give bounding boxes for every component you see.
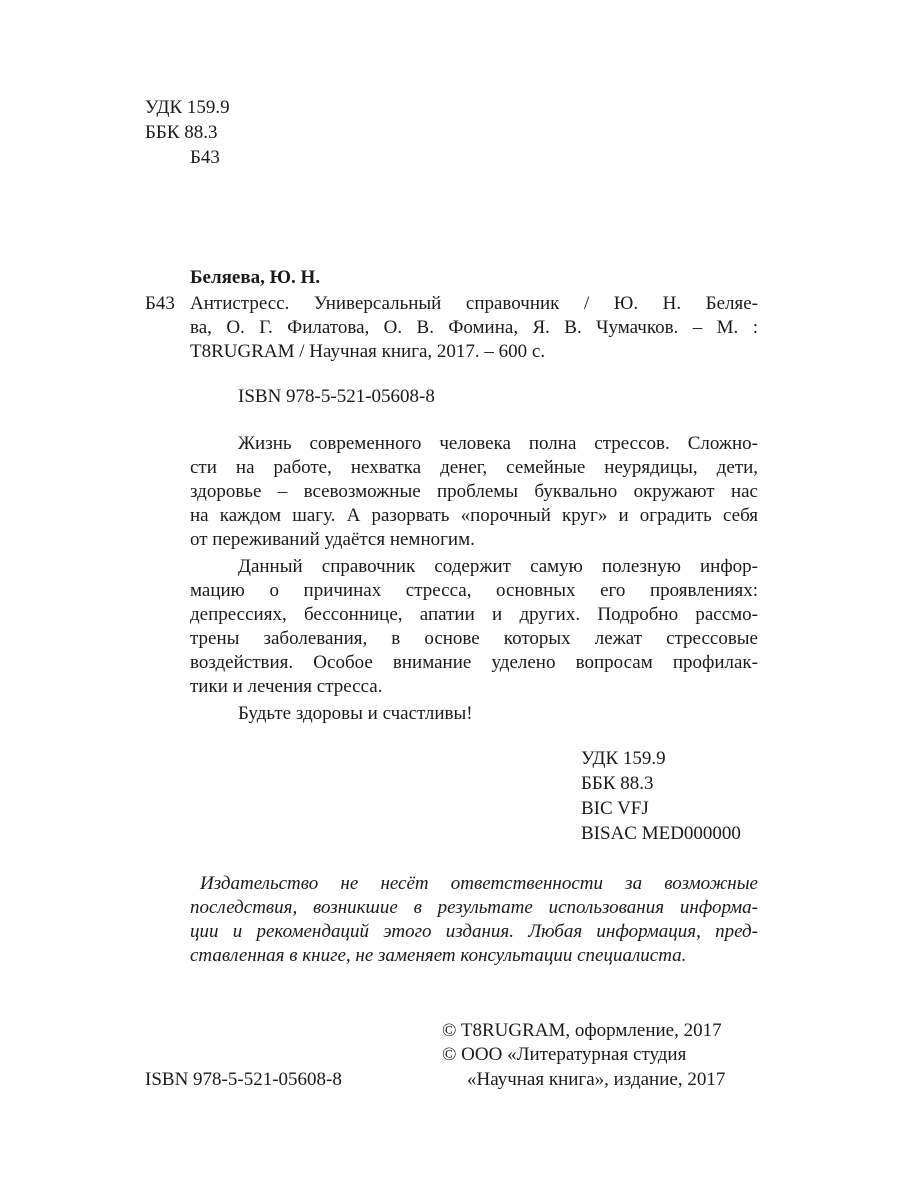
catalog-author: Беляева, Ю. Н. (190, 267, 321, 288)
annotation-line: тики и лечения стресса. (190, 676, 383, 697)
bibliographic-line: ва, О. Г. Филатова, О. В. Фомина, Я. В. Чумачков. – М. : (190, 317, 758, 338)
code-bic: BIC VFJ (581, 798, 649, 819)
annotation-line: на каждом шагу. А разорвать «порочный круг» и оградить себя (190, 505, 758, 526)
disclaimer-line: ставленная в книге, не заменяет консультации специалиста. (190, 945, 687, 966)
annotation-line: Данный справочник содержит самую полезную инфор- (238, 556, 758, 577)
code-udk: УДК 159.9 (581, 748, 666, 769)
annotation-line: от переживаний удаётся немногим. (190, 529, 475, 550)
code-bisac: BISAC MED000000 (581, 823, 741, 844)
catalog-bibliographic-record (190, 292, 758, 364)
catalog-isbn: ISBN 978-5-521-05608-8 (238, 386, 435, 407)
annotation-line: воздействия. Особое внимание уделено вопросам профилак- (190, 652, 758, 673)
footer-isbn: ISBN 978-5-521-05608-8 (145, 1069, 342, 1090)
annotation-paragraph (190, 555, 758, 699)
annotation-line: здоровье – всевозможные проблемы буквально окружают нас (190, 481, 758, 502)
annotation-paragraph (190, 432, 758, 552)
copyright-line: © ООО «Литературная студия (442, 1044, 687, 1065)
disclaimer-line: Издательство не несёт ответственности за возможные (200, 873, 758, 894)
annotation-line: сти на работе, нехватка денег, семейные неурядицы, дети, (190, 457, 758, 478)
publisher-disclaimer (190, 872, 758, 968)
annotation-line: мацию о причинах стресса, основных его проявлениях: (190, 580, 758, 601)
annotation-line: Жизнь современного человека полна стрессов. Сложно- (238, 433, 758, 454)
annotation-closing: Будьте здоровы и счастливы! (238, 703, 473, 724)
top-udk-code: УДК 159.9 (145, 97, 230, 118)
disclaimer-line: ции и рекомендаций этого издания. Любая информация, пред- (190, 921, 758, 942)
code-bbk: ББК 88.3 (581, 773, 654, 794)
bibliographic-line: T8RUGRAM / Научная книга, 2017. – 600 с. (190, 341, 546, 362)
disclaimer-line: последствия, возникшие в результате использования информа- (190, 897, 758, 918)
bibliographic-line: Антистресс. Универсальный справочник / Ю. Н. Беляе- (190, 293, 758, 314)
catalog-shelf-mark: Б43 (145, 293, 175, 314)
copyright-line: «Научная книга», издание, 2017 (467, 1069, 726, 1090)
top-author-mark: Б43 (190, 147, 220, 168)
copyright-line: © T8RUGRAM, оформление, 2017 (442, 1020, 722, 1041)
annotation-line: депрессиях, бессоннице, апатии и других. Подробно рассмо- (190, 604, 758, 625)
top-bbk-code: ББК 88.3 (145, 122, 218, 143)
annotation-line: трены заболевания, в основе которых лежат стрессовые (190, 628, 758, 649)
